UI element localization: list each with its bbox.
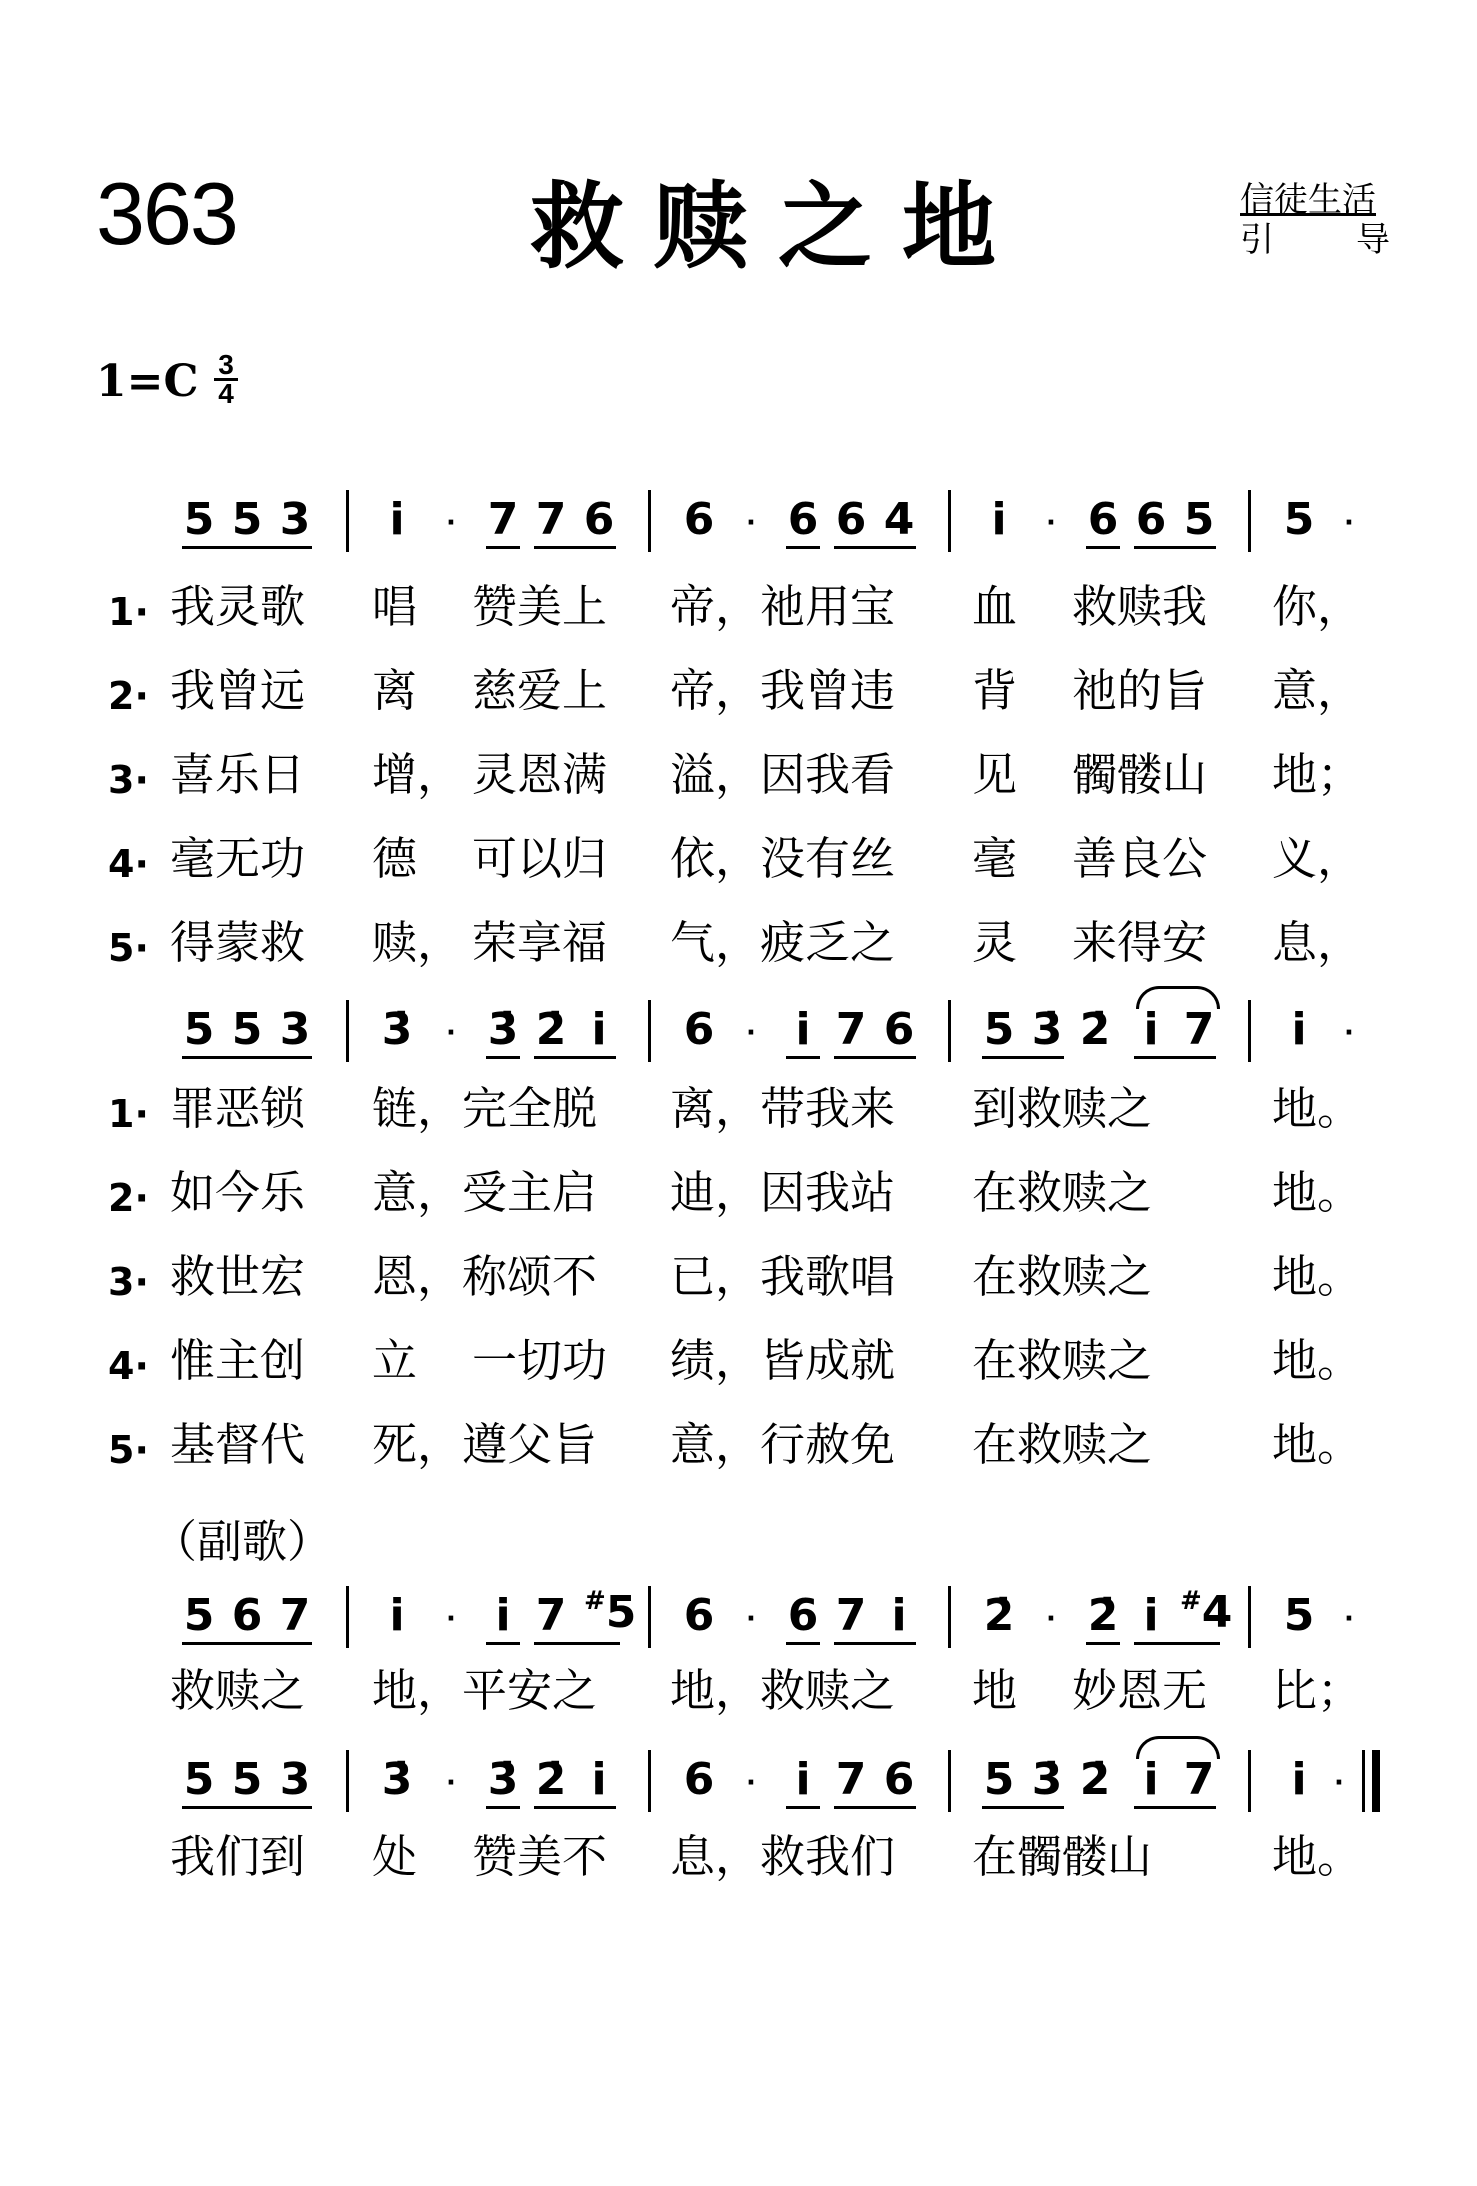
final-barline-thick	[1372, 1750, 1380, 1812]
barline	[948, 490, 951, 552]
time-signature	[214, 349, 238, 409]
underline	[1134, 1056, 1216, 1059]
lyric: 德	[372, 832, 418, 885]
lyric: 在救赎之	[972, 1418, 1153, 1471]
lyric: 增，	[372, 748, 463, 801]
lyric: 意，受主启	[372, 1166, 598, 1219]
barline	[648, 1750, 651, 1812]
note: 6	[883, 1754, 915, 1805]
dot: ·	[1344, 1604, 1354, 1634]
note: 7	[1183, 1004, 1215, 1055]
source-line-2a: 引	[1240, 220, 1274, 260]
lyric: 赎，	[372, 916, 463, 969]
lyric: 地；	[1272, 748, 1363, 801]
barline	[648, 490, 651, 552]
note: 5	[183, 1590, 215, 1641]
underline	[182, 1642, 312, 1645]
dot: ·	[746, 508, 756, 538]
dot: ·	[446, 508, 456, 538]
dot: ·	[446, 1604, 456, 1634]
lyric: 意，行赦免	[670, 1418, 896, 1471]
dot: ·	[746, 1768, 756, 1798]
underline	[486, 1642, 520, 1645]
underline	[182, 546, 312, 549]
underline	[1086, 546, 1120, 549]
underline	[834, 546, 916, 549]
lyric: 气，疲乏之	[670, 916, 896, 969]
note: 5	[1183, 494, 1215, 545]
note: i	[891, 1590, 907, 1641]
slur	[1136, 1736, 1220, 1759]
lyric: 救赎之	[170, 1664, 306, 1717]
underline	[982, 1056, 1064, 1059]
lyric: 我们到	[170, 1830, 306, 1883]
dot: ·	[1344, 1018, 1354, 1048]
lyric: 地。	[1272, 1418, 1363, 1471]
lyric: 背	[972, 664, 1018, 717]
note: i	[591, 1004, 607, 1055]
verse-number: 1·	[108, 590, 149, 634]
dot: ·	[1046, 508, 1056, 538]
barline	[1248, 490, 1251, 552]
lyric: 息，	[1272, 916, 1363, 969]
dot: ·	[746, 1018, 756, 1048]
note: 5	[231, 494, 263, 545]
lyric: 依，没有丝	[670, 832, 896, 885]
source-line-2b: 导	[1356, 220, 1390, 260]
verse-number: 2·	[108, 674, 149, 718]
note: 2̇	[983, 1590, 1015, 1641]
underline	[982, 1806, 1064, 1809]
lyric: 髑髅山	[1072, 748, 1208, 801]
lyric: 慈爱上	[472, 664, 608, 717]
lyric: 比；	[1272, 1664, 1363, 1717]
underline	[834, 1056, 916, 1059]
dot: ·	[446, 1768, 456, 1798]
lyric: 来得安	[1072, 916, 1208, 969]
underline	[534, 1806, 616, 1809]
note: 5	[1283, 1590, 1315, 1641]
underline	[486, 1806, 520, 1809]
verse-number: 1·	[108, 1092, 149, 1136]
barline	[948, 1000, 951, 1062]
verse-number: 4·	[108, 842, 149, 886]
lyric: 立	[372, 1334, 418, 1387]
note: #4	[1180, 1586, 1233, 1638]
note: 6	[787, 494, 819, 545]
lyric: 地，平安之	[372, 1664, 598, 1717]
barline	[1248, 1750, 1251, 1812]
slur	[1136, 986, 1220, 1009]
note: 6	[1087, 494, 1119, 545]
chorus-label: （副歌）	[152, 1515, 333, 1568]
barline	[648, 1586, 651, 1648]
lyric: 离	[372, 664, 418, 717]
lyric: 地，救赎之	[670, 1664, 896, 1717]
note: 5	[983, 1004, 1015, 1055]
underline	[182, 1056, 312, 1059]
note: 5	[183, 494, 215, 545]
note: 6	[883, 1004, 915, 1055]
lyric: 灵恩满	[472, 748, 608, 801]
lyric: 处	[372, 1830, 418, 1883]
underline	[834, 1642, 916, 1645]
note: 3̇	[381, 1754, 413, 1805]
note: #5	[584, 1586, 637, 1638]
note: 6	[231, 1590, 263, 1641]
time-numerator: 3	[214, 352, 238, 381]
underline	[534, 546, 616, 549]
lyric: 喜乐日	[170, 748, 306, 801]
note: 3	[279, 1004, 311, 1055]
note: 5	[983, 1754, 1015, 1805]
lyric: 在救赎之	[972, 1334, 1153, 1387]
hymn-title: 救赎之地	[530, 172, 1027, 282]
note: i	[389, 1590, 405, 1641]
underline	[534, 1642, 620, 1645]
lyric: 到救赎之	[972, 1082, 1153, 1135]
note: 7	[535, 494, 567, 545]
note: 2̇	[535, 1754, 567, 1805]
note: 5	[231, 1004, 263, 1055]
lyric: 地	[972, 1664, 1018, 1717]
note: 7	[835, 1754, 867, 1805]
barline	[346, 1750, 349, 1812]
hymn-number: 363	[96, 164, 237, 263]
note: i	[1143, 1590, 1159, 1641]
underline	[1134, 1806, 1216, 1809]
underline	[1134, 1642, 1220, 1645]
underline	[786, 1806, 820, 1809]
lyric: 地。	[1272, 1250, 1363, 1303]
source-line-1: 信徒生活	[1240, 180, 1376, 220]
note: 3̇	[1031, 1004, 1063, 1055]
underline	[786, 546, 820, 549]
dot: ·	[1344, 508, 1354, 538]
note: 7	[535, 1590, 567, 1641]
note: 5	[183, 1754, 215, 1805]
underline	[486, 546, 520, 549]
verse-number: 5·	[108, 926, 149, 970]
note: 2̇	[1079, 1004, 1111, 1055]
barline	[346, 1000, 349, 1062]
lyric: 一切功	[472, 1334, 608, 1387]
note: 6	[683, 1004, 715, 1055]
verse-number: 2·	[108, 1176, 149, 1220]
lyric: 帝，我曾违	[670, 664, 896, 717]
underline	[534, 1056, 616, 1059]
lyric: 在救赎之	[972, 1250, 1153, 1303]
note: 2̇	[1087, 1590, 1119, 1641]
note: 5	[183, 1004, 215, 1055]
lyric: 恩，称颂不	[372, 1250, 598, 1303]
note: 2̇	[1079, 1754, 1111, 1805]
note: 7	[487, 494, 519, 545]
note: i	[795, 1754, 811, 1805]
note: i	[389, 494, 405, 545]
note: i	[1291, 1004, 1307, 1055]
lyric: 毫	[972, 832, 1018, 885]
final-barline-thin	[1362, 1750, 1365, 1812]
note: 3̇	[487, 1004, 519, 1055]
note: i	[495, 1590, 511, 1641]
note: i	[795, 1004, 811, 1055]
verse-number: 4·	[108, 1344, 149, 1388]
underline	[1134, 546, 1216, 549]
note: 3̇	[487, 1754, 519, 1805]
barline	[1248, 1586, 1251, 1648]
note: 7	[835, 1590, 867, 1641]
underline	[486, 1056, 520, 1059]
note: 6	[787, 1590, 819, 1641]
underline	[1086, 1642, 1120, 1645]
lyric: 血	[972, 580, 1018, 633]
time-denominator: 4	[218, 378, 234, 409]
lyric: 赞美上	[472, 580, 608, 633]
lyric: 意，	[1272, 664, 1363, 717]
note: i	[591, 1754, 607, 1805]
lyric: 你，	[1272, 580, 1363, 633]
lyric: 帝，祂用宝	[670, 580, 896, 633]
lyric: 荣享福	[472, 916, 608, 969]
note: 7	[279, 1590, 311, 1641]
lyric: 溢，因我看	[670, 748, 896, 801]
underline	[834, 1806, 916, 1809]
barline	[346, 1586, 349, 1648]
lyric: 我曾远	[170, 664, 306, 717]
lyric: 得蒙救	[170, 916, 306, 969]
verse-number: 3·	[108, 758, 149, 802]
lyric: 已，我歌唱	[670, 1250, 896, 1303]
note: 6	[683, 494, 715, 545]
verse-number: 3·	[108, 1260, 149, 1304]
note: 7	[835, 1004, 867, 1055]
note: 3	[279, 494, 311, 545]
note: 5	[1283, 494, 1315, 545]
lyric: 如今乐	[170, 1166, 306, 1219]
lyric: 迪，因我站	[670, 1166, 896, 1219]
note: 3	[279, 1754, 311, 1805]
lyric: 在救赎之	[972, 1166, 1153, 1219]
lyric: 祂的旨	[1072, 664, 1208, 717]
barline	[346, 490, 349, 552]
lyric: 我灵歌	[170, 580, 306, 633]
lyric: 救赎我	[1072, 580, 1208, 633]
lyric: 善良公	[1072, 832, 1208, 885]
note: 6	[835, 494, 867, 545]
note: i	[1291, 1754, 1307, 1805]
note: 2̇	[535, 1004, 567, 1055]
lyric: 妙恩无	[1072, 1664, 1208, 1717]
note: i	[1143, 1754, 1159, 1805]
lyric: 毫无功	[170, 832, 306, 885]
lyric: 离，带我来	[670, 1082, 896, 1135]
dot: ·	[1046, 1604, 1056, 1634]
lyric: 息，救我们	[670, 1830, 896, 1883]
note: 6	[1135, 494, 1167, 545]
dot: ·	[746, 1604, 756, 1634]
underline	[786, 1642, 820, 1645]
note: 7	[1183, 1754, 1215, 1805]
lyric: 基督代	[170, 1418, 306, 1471]
underline	[786, 1056, 820, 1059]
lyric: 惟主创	[170, 1334, 306, 1387]
lyric: 见	[972, 748, 1018, 801]
dot: ·	[1334, 1768, 1344, 1798]
lyric: 灵	[972, 916, 1018, 969]
verse-number: 5·	[108, 1428, 149, 1472]
barline	[948, 1750, 951, 1812]
note: 6	[683, 1590, 715, 1641]
note: 3̇	[381, 1004, 413, 1055]
note: i	[1143, 1004, 1159, 1055]
barline	[648, 1000, 651, 1062]
note: 4	[883, 494, 915, 545]
underline	[182, 1806, 312, 1809]
lyric: 救世宏	[170, 1250, 306, 1303]
key-signature: 1=C	[96, 356, 199, 407]
lyric: 唱	[372, 580, 418, 633]
source-info	[1240, 180, 1390, 260]
barline	[1248, 1000, 1251, 1062]
note: i	[991, 494, 1007, 545]
note: 6	[683, 1754, 715, 1805]
lyric: 在髑髅山	[972, 1830, 1153, 1883]
lyric: 绩，皆成就	[670, 1334, 896, 1387]
lyric: 地。	[1272, 1166, 1363, 1219]
lyric: 地。	[1272, 1830, 1363, 1883]
lyric: 地。	[1272, 1082, 1363, 1135]
lyric: 链，完全脱	[372, 1082, 598, 1135]
lyric: 罪恶锁	[170, 1082, 306, 1135]
lyric: 死，遵父旨	[372, 1418, 598, 1471]
lyric: 赞美不	[472, 1830, 608, 1883]
barline	[948, 1586, 951, 1648]
note: 3̇	[1031, 1754, 1063, 1805]
note: 5	[231, 1754, 263, 1805]
dot: ·	[446, 1018, 456, 1048]
lyric: 地。	[1272, 1334, 1363, 1387]
lyric: 可以归	[472, 832, 608, 885]
note: 6	[583, 494, 615, 545]
lyric: 义，	[1272, 832, 1363, 885]
